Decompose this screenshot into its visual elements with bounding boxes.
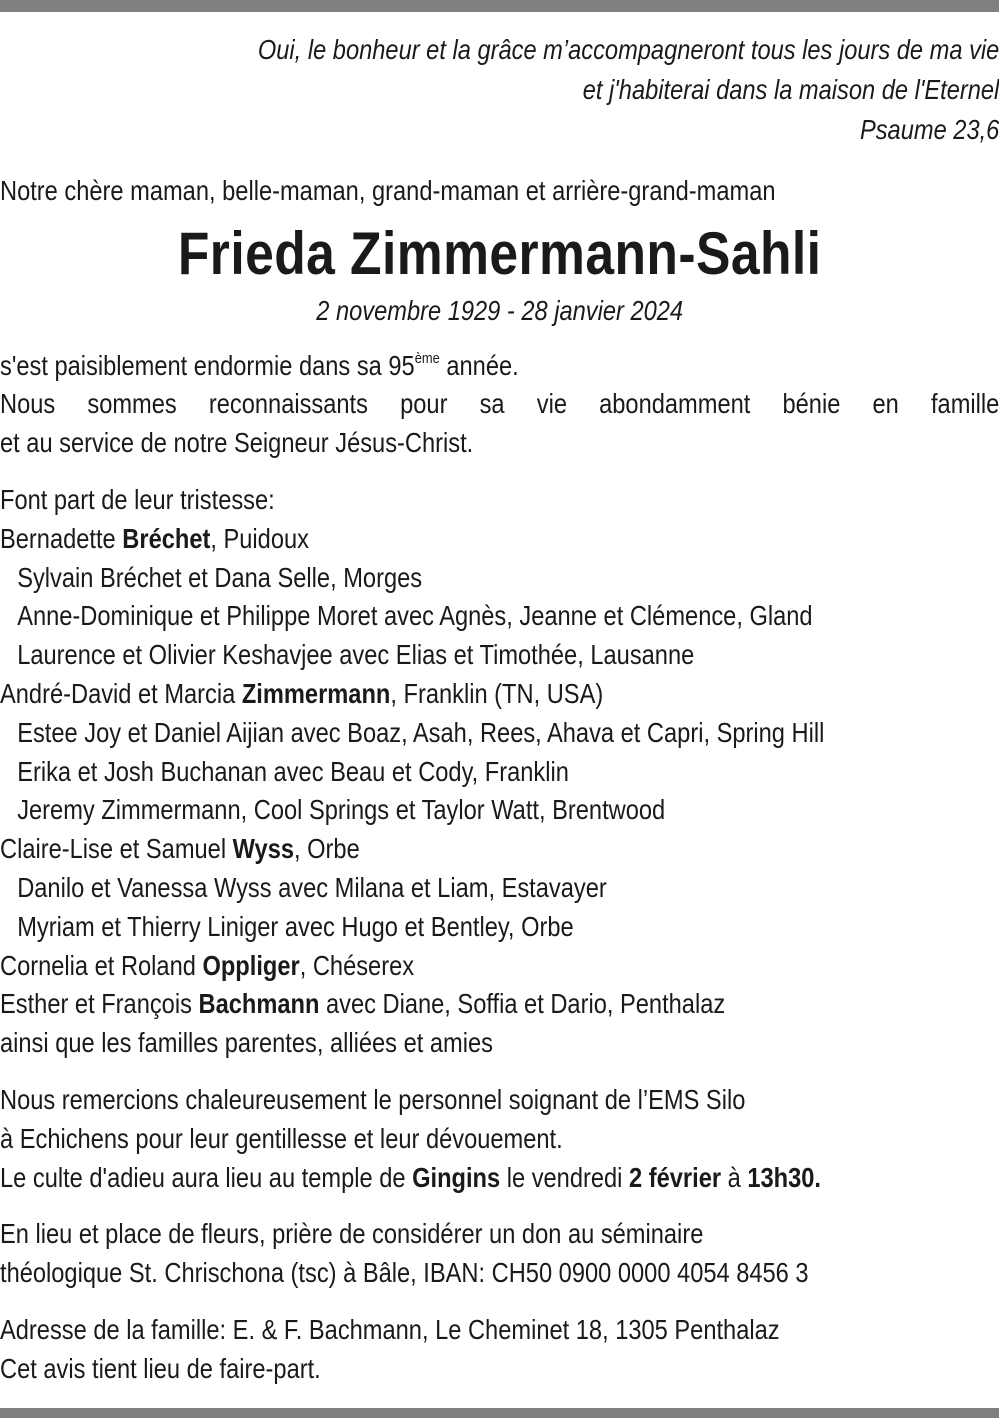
gratitude-line-2: et au service de notre Seigneur Jésus-Christ. xyxy=(0,427,474,459)
service-time: 13h30. xyxy=(747,1161,821,1193)
bible-verse xyxy=(0,14,999,150)
bottom-border xyxy=(0,1408,999,1418)
service-info: Le culte d'adieu aura lieu au temple de Gingins le vendredi 2 février à 13h30. xyxy=(0,1161,821,1193)
family-list xyxy=(0,520,999,1063)
verse-line-2: et j'habiterai dans la maison de l'Eternel xyxy=(582,74,999,105)
family-member-line-indented: Laurence et Olivier Keshavjee avec Elias et Timothée, Lausanne xyxy=(17,639,695,671)
family-member-line-indented: Sylvain Bréchet et Dana Selle, Morges xyxy=(17,561,423,593)
thanks-line-1: Nous remercions chaleureusement le personnel soignant de l’EMS Silo xyxy=(0,1083,746,1115)
family-member-line: André-David et Marcia Zimmermann, Franklin (TN, USA) xyxy=(0,677,604,709)
family-member-line-indented: Myriam et Thierry Liniger avec Hugo et Bentley, Orbe xyxy=(17,910,574,942)
family-intro: Font part de leur tristesse: xyxy=(0,483,275,515)
family-surname: Bréchet xyxy=(122,522,211,554)
verse-reference: Psaume 23,6 xyxy=(859,114,999,145)
family-member-line-indented: Jeremy Zimmermann, Cool Springs et Taylor Watt, Brentwood xyxy=(17,794,666,826)
family-member-line: ainsi que les familles parentes, alliées et amies xyxy=(0,1027,493,1059)
service-place: Gingins xyxy=(412,1161,501,1193)
life-dates: 2 novembre 1929 - 28 janvier 2024 xyxy=(316,294,684,326)
family-surname: Zimmermann xyxy=(241,677,391,709)
passing-text: s'est paisiblement endormie dans sa 95ème année. xyxy=(0,349,519,381)
family-member-line: Claire-Lise et Samuel Wyss, Orbe xyxy=(0,833,360,865)
family-member-line: Esther et François Bachmann avec Diane, Soffia et Dario, Penthalaz xyxy=(0,988,726,1020)
family-surname: Wyss xyxy=(232,833,295,865)
notice-line: Cet avis tient lieu de faire-part. xyxy=(0,1352,321,1384)
top-border xyxy=(0,0,999,12)
family-member-line-indented: Erika et Josh Buchanan avec Beau et Cody, Franklin xyxy=(17,755,569,787)
family-surname: Bachmann xyxy=(198,988,320,1020)
family-address: Adresse de la famille: E. & F. Bachmann, Le Cheminet 18, 1305 Penthalaz xyxy=(0,1313,780,1345)
family-member-line-indented: Estee Joy et Daniel Aijian avec Boaz, Asah, Rees, Ahava et Capri, Spring Hill xyxy=(17,716,825,748)
deceased-name: Frieda Zimmermann-Sahli xyxy=(177,219,822,287)
family-member-line: Bernadette Bréchet, Puidoux xyxy=(0,522,309,554)
donation-line-2: théologique St. Chrischona (tsc) à Bâle, IBAN: CH50 0900 0000 4054 8456 3 xyxy=(0,1257,809,1289)
thanks-line-2: à Echichens pour leur gentillesse et leur dévouement. xyxy=(0,1122,563,1154)
intro-line: Notre chère maman, belle-maman, grand-maman et arrière-grand-maman xyxy=(0,175,776,206)
donation-line-1: En lieu et place de fleurs, prière de considérer un don au séminaire xyxy=(0,1218,704,1250)
family-member-line: Cornelia et Roland Oppliger, Chéserex xyxy=(0,949,415,981)
family-surname: Oppliger xyxy=(202,949,300,981)
family-member-line-indented: Anne-Dominique et Philippe Moret avec Agnès, Jeanne et Clémence, Gland xyxy=(17,600,813,632)
service-date: 2 février xyxy=(629,1161,722,1193)
verse-line-1: Oui, le bonheur et la grâce m’accompagneront tous les jours de ma vie xyxy=(257,34,999,65)
obituary-notice xyxy=(0,14,999,1389)
gratitude-line-1: Nous sommes reconnaissants pour sa vie abondamment bénie en famille xyxy=(0,388,999,420)
family-member-line-indented: Danilo et Vanessa Wyss avec Milana et Liam, Estavayer xyxy=(17,871,607,903)
